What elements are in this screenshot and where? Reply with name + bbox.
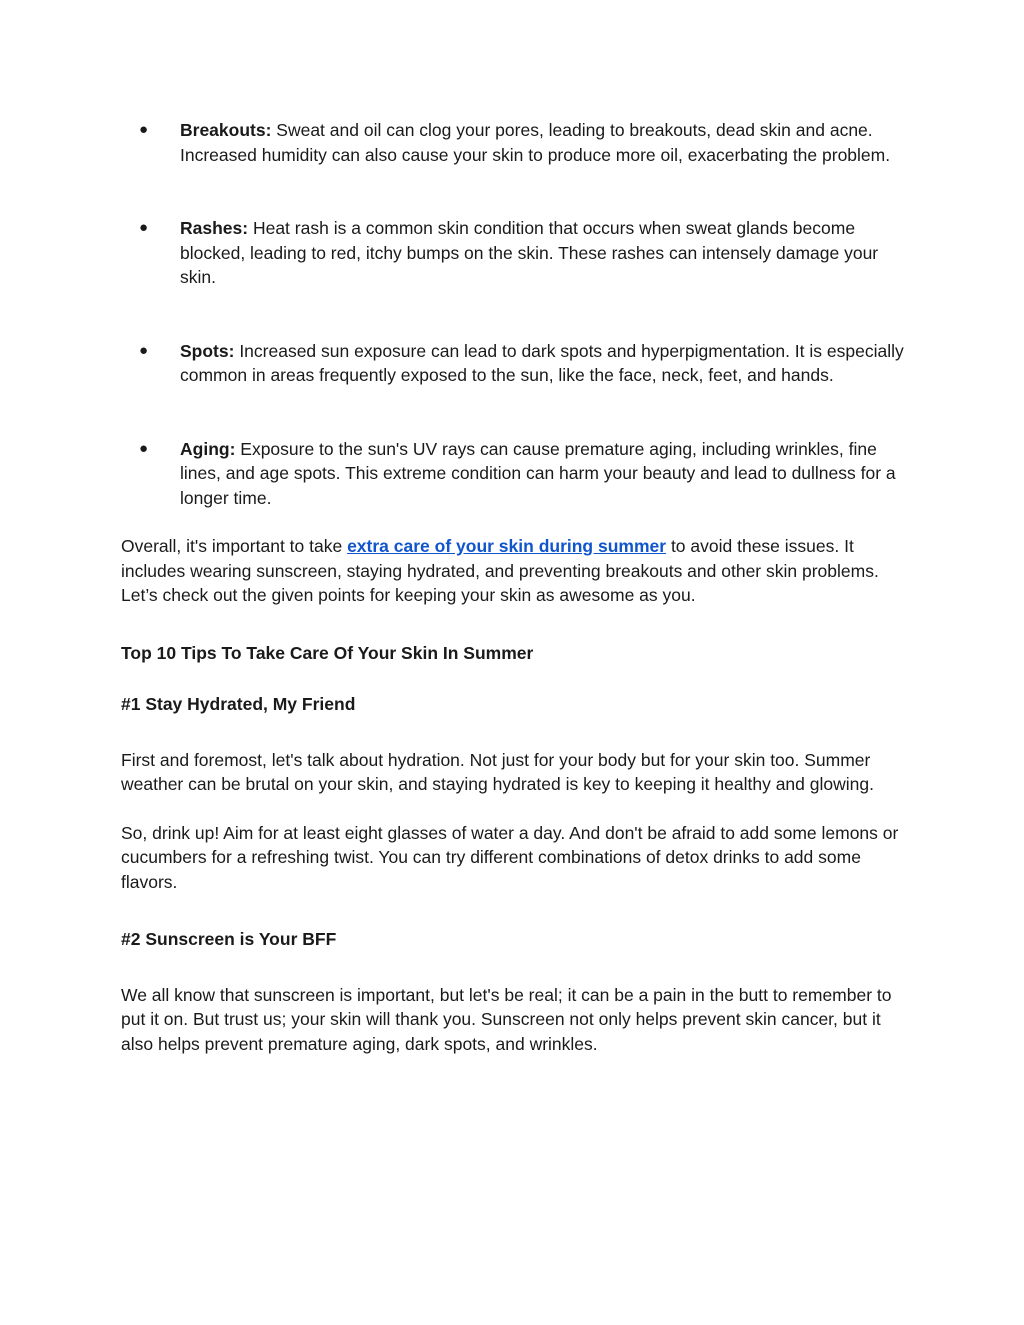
bullet-text: Exposure to the sun's UV rays can cause premature aging, including wrinkles, fine lines, and age spots. This extreme condition can harm your beauty and lead to dullness for a longer time. bbox=[180, 438, 896, 508]
tip1-heading: #1 Stay Hydrated, My Friend bbox=[121, 694, 356, 714]
overall-text-after: to avoid these issues. It includes wearing sunscreen, staying hydrated, and preventing breakouts and other skin problems. Let’s check out the given points for keeping your skin as awesome as you. bbox=[121, 536, 879, 605]
bullet-text: Heat rash is a common skin condition that occurs when sweat glands become blocked, leading to red, itchy bumps on the skin. These rashes can intensely damage your skin. bbox=[180, 218, 879, 287]
tip2-paragraph-1: We all know that sunscreen is important, but let's be real; it can be a pain in the butt to remember to put it on. But trust us; your skin will thank you. Sunscreen not only helps prevent skin cancer, but it also helps prevent premature aging, dark spots, and wrinkles. bbox=[121, 984, 892, 1054]
bullet-text: Increased sun exposure can lead to dark spots and hyperpigmentation. It is especially common in areas frequently exposed to the sun, like the face, neck, feet, and hands. bbox=[180, 340, 904, 385]
bullet-icon: ● bbox=[139, 439, 149, 457]
bullet-term: Aging: bbox=[180, 438, 236, 459]
bullet-icon: ● bbox=[139, 219, 149, 236]
skin-care-link[interactable]: extra care of your skin during summer bbox=[347, 536, 667, 556]
bullet-text: Sweat and oil can clog your pores, leading to breakouts, dead skin and acne. Increased humidity can also cause your skin to produce more oil, exacerbating the problem. bbox=[180, 120, 891, 165]
bullet-term: Spots: bbox=[180, 340, 235, 361]
list-item-rashes bbox=[121, 216, 911, 290]
tip1-paragraph-2: So, drink up! Aim for at least eight glasses of water a day. And don't be afraid to add some lemons or cucumbers for a refreshing twist. You can try different combinations of detox drinks to add some flavors. bbox=[121, 822, 899, 892]
skin-issues-list bbox=[121, 118, 911, 510]
bullet-term: Breakouts: bbox=[180, 120, 272, 140]
tip1-paragraph-1: First and foremost, let's talk about hydration. Not just for your body but for your skin too. Summer weather can be brutal on your skin, and staying hydrated is key to keeping it healthy and glowing. bbox=[121, 749, 874, 794]
document-page bbox=[121, 118, 911, 1089]
overall-paragraph bbox=[121, 534, 911, 608]
overall-text-before: Overall, it's important to take bbox=[121, 536, 348, 556]
tip2-heading: #2 Sunscreen is Your BFF bbox=[121, 929, 337, 949]
list-item-breakouts bbox=[121, 118, 911, 167]
list-item-spots bbox=[121, 339, 911, 388]
section-title: Top 10 Tips To Take Care Of Your Skin In Summer bbox=[121, 642, 534, 663]
bullet-icon: ● bbox=[139, 341, 149, 359]
list-item-aging bbox=[121, 437, 911, 511]
bullet-term: Rashes: bbox=[180, 218, 249, 238]
bullet-icon: ● bbox=[139, 121, 149, 138]
